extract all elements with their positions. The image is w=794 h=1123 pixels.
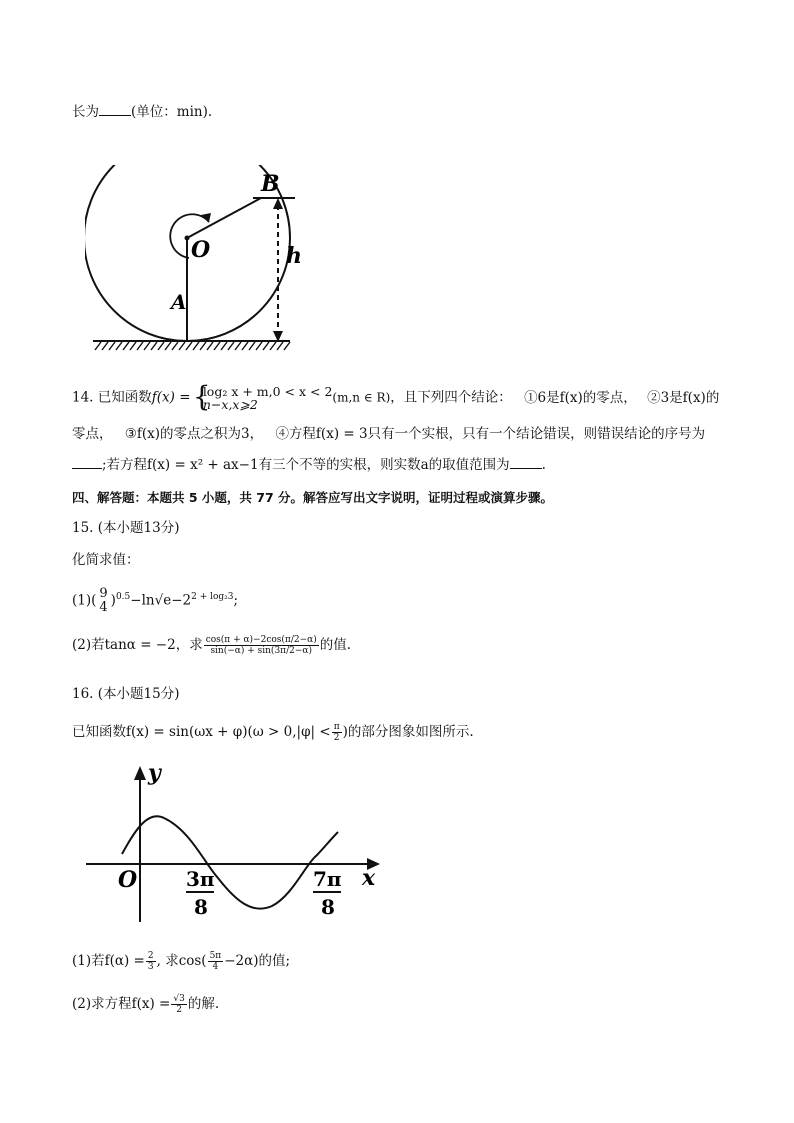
q15-title: 15. (本小题13分) [72, 520, 180, 536]
tick-3pi-8-den: 8 [194, 895, 208, 919]
q16-statement: 已知函数f(x) = sin(ωx + φ)(ω > 0,|φ| < $\frac{\pi}{2}$ )的部分图象如图所示. [72, 722, 474, 743]
y-axis-arrow [134, 766, 146, 780]
fraction-pi-2: $\frac{\pi}{2}$ [333, 722, 340, 743]
segment-OB [187, 198, 261, 238]
q15-part2: (2)若tanα = −2，求 $\frac{\cos(\pi + \alpha)-2\cos(\pi/2-\alpha)}{\sin(-\alpha) + \sin(3\pi/2-\alpha)}$ 的值. [72, 635, 352, 656]
fraction-2-3: $\frac{2}{3}$ [147, 951, 154, 972]
trig-fraction: $\frac{\cos(\pi + \alpha)-2\cos(\pi/2-\alpha)}{\sin(-\alpha) + \sin(3\pi/2-\alpha)}$ [205, 635, 317, 656]
answer-blank [99, 103, 131, 116]
section-4-heading: 四、解答题：本题共 5 小题，共 77 分。解答应写出文字说明，证明过程或演算步骤。 [72, 490, 554, 505]
answer-blank-1 [72, 456, 102, 469]
q14-line3: ;若方程f(x) = x² + ax−1有三个不等的实根，则实数a的取值范围为 . [72, 456, 546, 474]
answer-blank-2 [510, 456, 542, 469]
ferris-wheel-figure [85, 165, 315, 355]
q13-tail-line: 长为 (单位：min). [72, 104, 213, 120]
q14-line2: 零点， ③f(x)的零点之积为3， ④方程f(x) = 3只有一个实根，只有一个结论错误，则错误结论的序号为 [72, 426, 706, 442]
q14-line1: 14. 已知函数f(x) = { log₂ x + m,0 < x < 2 n−x,x⩾2 (m,n ∈ R)，且下列四个结论： ①6是f(x)的零点， ②3是f(x)的 [72, 385, 719, 411]
ground-hatching [95, 342, 290, 350]
label-O: O [191, 237, 211, 263]
q16-part1: (1)若f(α) = $\frac{2}{3}$ , 求cos( $\frac{5\pi}{4}$ −2α)的值; [72, 951, 291, 972]
fraction-9-4: 9 4 [99, 586, 108, 615]
fraction-5pi-4: $\frac{5\pi}{4}$ [209, 951, 222, 972]
tick-7pi-8-den: 8 [321, 895, 335, 919]
piecewise-cases: { log₂ x + m,0 < x < 2 n−x,x⩾2 [195, 385, 333, 411]
q15-intro: 化简求值： [72, 552, 140, 568]
label-x: x [362, 865, 376, 891]
q15-part1: (1)( 9 4 )$^{0.5}-\ln√e-2^{2 + log_23}$; [72, 586, 239, 615]
fraction-sqrt3-2: $\frac{√3}{2}$ [173, 994, 185, 1015]
q16-part2: (2)求方程f(x) = $\frac{√3}{2}$ 的解. [72, 994, 220, 1015]
tick-3pi-8-num: 3π [186, 867, 215, 891]
height-arrow-up [273, 198, 283, 209]
label-B: B [261, 171, 280, 197]
label-origin: O [118, 867, 138, 893]
sine-graph-figure [80, 760, 390, 930]
label-A: A [171, 290, 187, 314]
tick-7pi-8-num: 7π [313, 867, 342, 891]
label-h: h [286, 243, 302, 269]
sine-curve [122, 816, 338, 908]
q16-title: 16. (本小题15分) [72, 686, 180, 702]
label-y: y [148, 760, 161, 786]
